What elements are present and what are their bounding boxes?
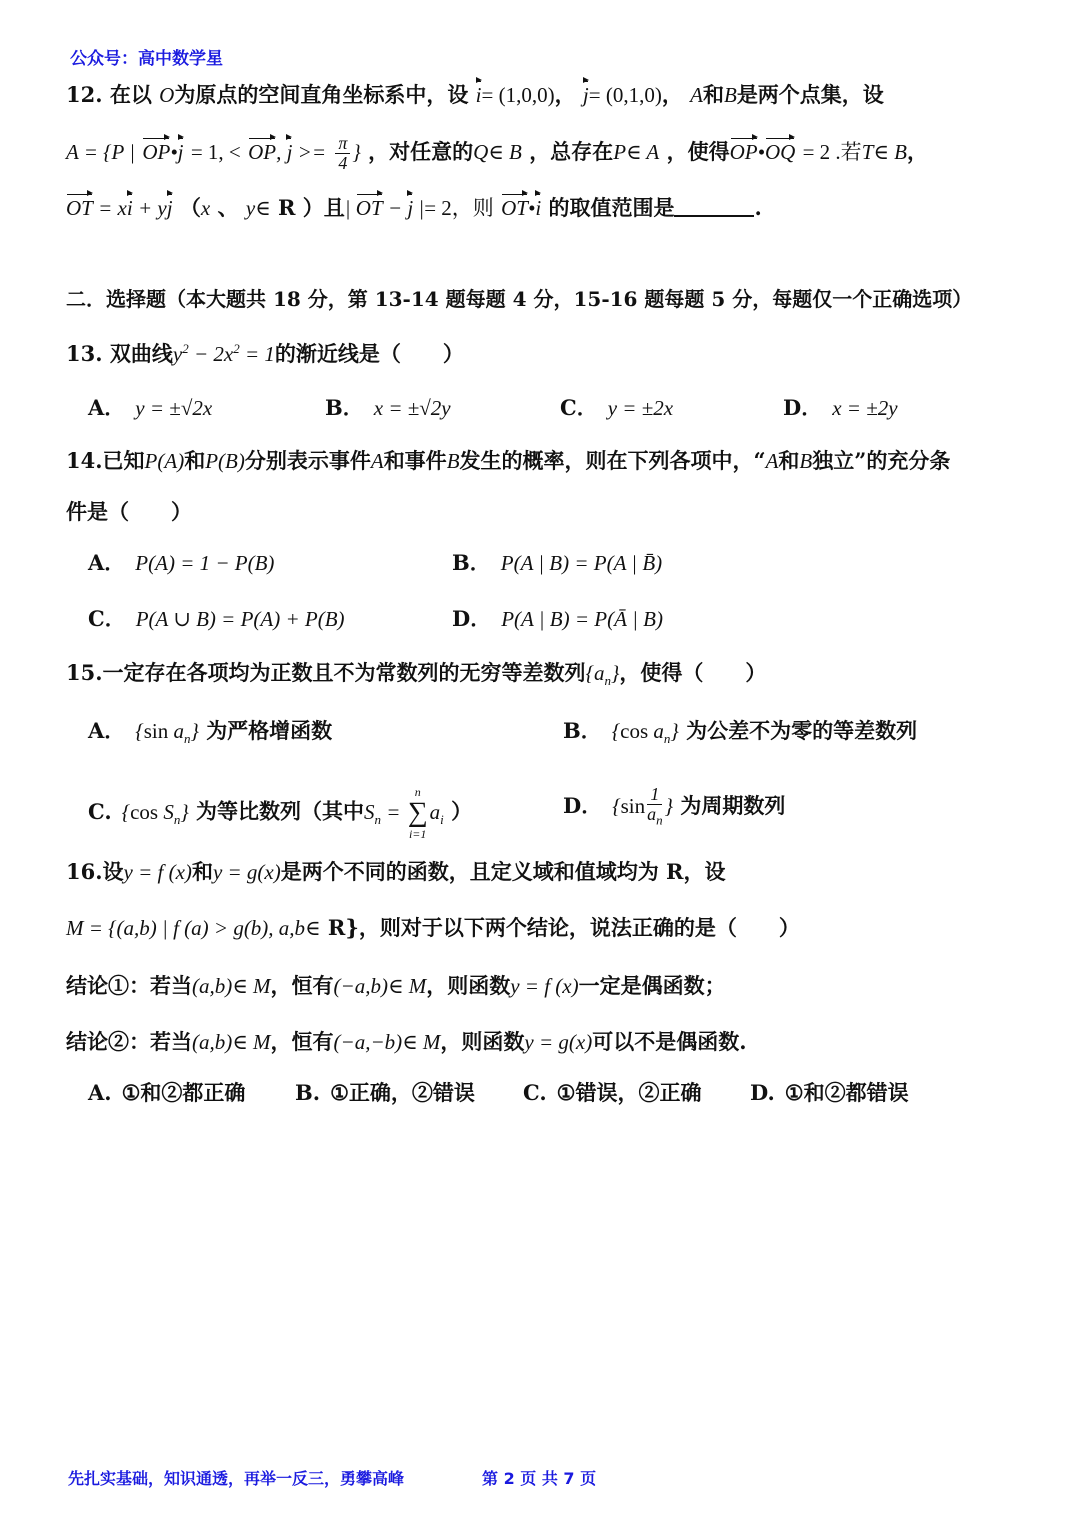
question-15-stem: 15.一定存在各项均为正数且不为常数列的无穷等差数列$\{a_n\}$，使得（ ） <box>66 660 767 689</box>
footer-slogan: 先扎实基础，知识通透，再举一反三，勇攀高峰 <box>68 1469 405 1488</box>
question-14-stem-cont: 件是（ ） <box>66 499 192 524</box>
question-14-stem: 14.已知P(A)和P(B)分别表示事件A和事件B发生的概率，则在下列各项中，“A和B独立”的充分条 <box>66 448 951 473</box>
q13-option-a[interactable]: A． y = ±√2x <box>88 395 213 420</box>
summation: n ∑ i=1 <box>407 785 428 841</box>
q15-option-c[interactable]: C. {cos $S_n$} 为等比数列（其中$S_n$ = n ∑ i=1 $a_i$ ） <box>88 785 473 841</box>
q15-option-b[interactable]: B． {cos $a_n$} 为公差不为零的等差数列 <box>563 718 918 747</box>
q16-option-c[interactable]: C. ①错误，②正确 <box>523 1080 702 1105</box>
q14-option-c[interactable]: C． P(A ∪ B) = P(A) + P(B) <box>88 606 345 631</box>
pi-over-4-fraction: $\frac{\pi}{4}$ <box>335 134 350 173</box>
question-13-stem: 13. 双曲线$y^2 - 2x^2 = 1$的渐近线是（ ） <box>66 341 464 366</box>
question-16-conclusion-2: 结论②：若当(a,b)∈ M，恒有(−a,−b)∈ M，则函数y = g(x)可以不是偶函数. <box>66 1029 747 1054</box>
q16-option-a[interactable]: A. ①和②都正确 <box>88 1080 246 1105</box>
question-16-conclusion-1: 结论①：若当(a,b)∈ M，恒有(−a,b)∈ M，则函数y = f (x)一定是偶函数； <box>66 973 726 998</box>
section-2-title: 二．选择题（本大题共 18 分，第 13-14 题每题 4 分，15-16 题每题 5 分，每题仅一个正确选项） <box>66 287 973 311</box>
question-12-line-2: A = {P | OP•j = 1, < OP, j >= $\frac{\pi}{4}$ } ，对任意的Q∈ B ，总存在P∈ A ，使得OP•OQ = 2 .若T∈ B， <box>66 133 928 173</box>
q16-option-b[interactable]: B. ①正确，②错误 <box>295 1080 475 1105</box>
question-12-line-3: OT = xi + yj （x 、 y∈ R ）且| OT − j |= 2，则 OT•i 的取值范围是 . <box>66 193 762 223</box>
q16-option-d[interactable]: D. ①和②都错误 <box>750 1080 909 1105</box>
question-16-stem: 16.设y = f (x)和y = g(x)是两个不同的函数，且定义域和值域均为 R，设 <box>66 859 726 884</box>
q13-option-b[interactable]: B． x = ±√2y <box>325 395 451 420</box>
q14-option-a[interactable]: A． P(A) = 1 − P(B) <box>88 550 275 575</box>
q15-option-a[interactable]: A． {sin $a_n$} 为严格增函数 <box>88 718 333 747</box>
page-header: 公众号：高中数学星 <box>70 49 223 69</box>
q14-option-b[interactable]: B． P(A | B) = P(A | B̄) <box>452 550 663 575</box>
q14-option-d[interactable]: D． P(A | B) = P(Ā | B) <box>452 606 663 631</box>
q13-option-c[interactable]: C． y = ±2x <box>560 395 674 420</box>
question-12-line-1: 12. 在以 O为原点的空间直角坐标系中，设 i= (1,0,0)， j= (0,1,0)， A和B是两个点集，设 <box>66 80 884 110</box>
page-number: 第 2 页 共 7 页 <box>482 1469 597 1488</box>
answer-blank[interactable] <box>674 195 754 217</box>
q13-option-d[interactable]: D． x = ±2y <box>783 395 898 420</box>
q15-option-d[interactable]: D． {sin $\frac{1}{a_n}$ } 为周期数列 <box>563 784 786 828</box>
question-16-set-m: M = {(a,b) | f (a) > g(b), a,b∈ R}，则对于以下两个结论，说法正确的是（ ） <box>66 915 800 940</box>
